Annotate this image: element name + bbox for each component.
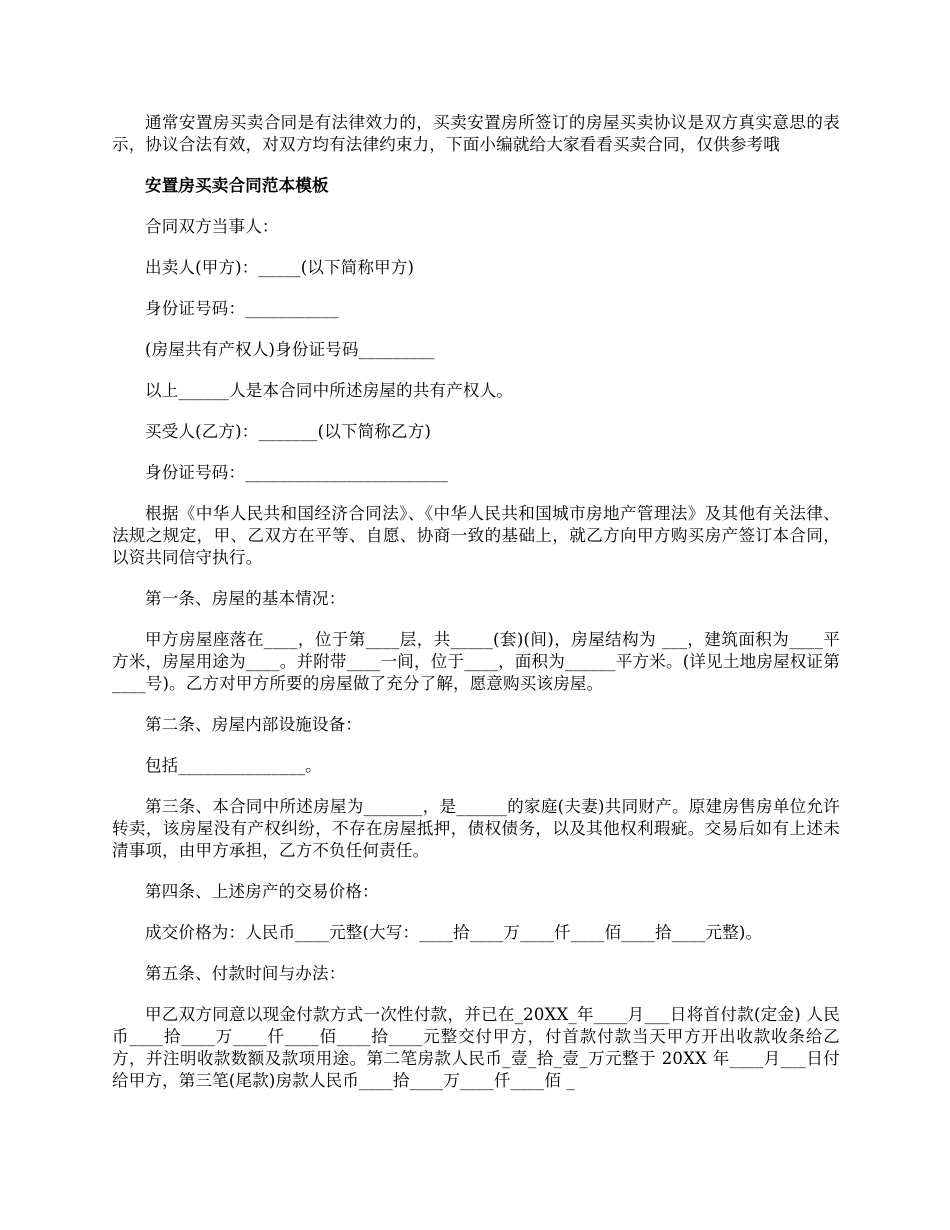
intro-paragraph: 通常安置房买卖合同是有法律效力的，买卖安置房所签订的房屋买卖协议是双方真实意思的表示，协议合法有效，对双方均有法律约束力，下面小编就给大家看看买卖合同，仅供参考哦 [112,113,840,154]
document-title: 安置房买卖合同范本模板 [145,176,329,195]
article-1-paragraph: 甲方房屋座落在____，位于第____层，共_____(套)(间)，房屋结构为 ___，建筑面积为____平方米，房屋用途为____。并附带____一间，位于____，面积为______平方米。(详见土地房屋权证第____号)。乙方对甲方所要的房屋做了充分了解，愿意购买该房屋。 [112,630,840,693]
article-4-paragraph: 成交价格为：人民币____元整(大写：____拾____万____仟____佰____拾____元整)。 [145,923,763,942]
co-owner-id-line: (房屋共有产权人)身份证号码_________ [145,340,435,359]
article-3-paragraph: 第三条、本合同中所述房屋为_______，是______的家庭(夫妻)共同财产。原建房售房单位允许转卖，该房屋没有产权纠纷，不存在房屋抵押，债权债务，以及其他权利瑕疵。交易后如有上述未清事项，由甲方承担，乙方不负任何责任。 [112,797,840,860]
article-2-heading: 第二条、房屋内部设施设备： [145,715,363,734]
legal-basis-paragraph: 根据《中华人民共和国经济合同法》、《中华人民共和国城市房地产管理法》及其他有关法律、法规之规定，甲、乙双方在平等、自愿、协商一致的基础上，就乙方向甲方购买房产签订本合同，以资共同信守执行。 [112,504,840,567]
co-owner-count-line: 以上______人是本合同中所述房屋的共有产权人。 [145,381,513,400]
parties-heading: 合同双方当事人： [145,217,279,236]
article-4-heading: 第四条、上述房产的交易价格： [145,882,379,901]
seller-id-line: 身份证号码：___________ [145,299,339,318]
article-5-heading: 第五条、付款时间与办法： [145,964,346,983]
article-5-paragraph: 甲乙双方同意以现金付款方式一次性付款，并已在_20XX_年____月___日将首付款(定金) 人民币____拾____万____仟____佰____拾____元整交付甲方，付首款付款当天甲方开出收款收条给乙方，并注明收款数额及款项用途。第二笔房款人民币_壹_拾_壹_万元整于 20XX 年____月___日付给甲方，第三笔(尾款)房款人民币____拾____万____仟____佰 _ [112,1005,840,1090]
seller-line: 出卖人(甲方)：_____(以下简称甲方) [145,258,415,277]
article-1-heading: 第一条、房屋的基本情况： [145,589,346,608]
buyer-line: 买受人(乙方)：_______(以下简称乙方) [145,422,432,441]
article-2-paragraph: 包括_______________。 [145,756,322,775]
buyer-id-line: 身份证号码：________________________ [145,463,448,482]
